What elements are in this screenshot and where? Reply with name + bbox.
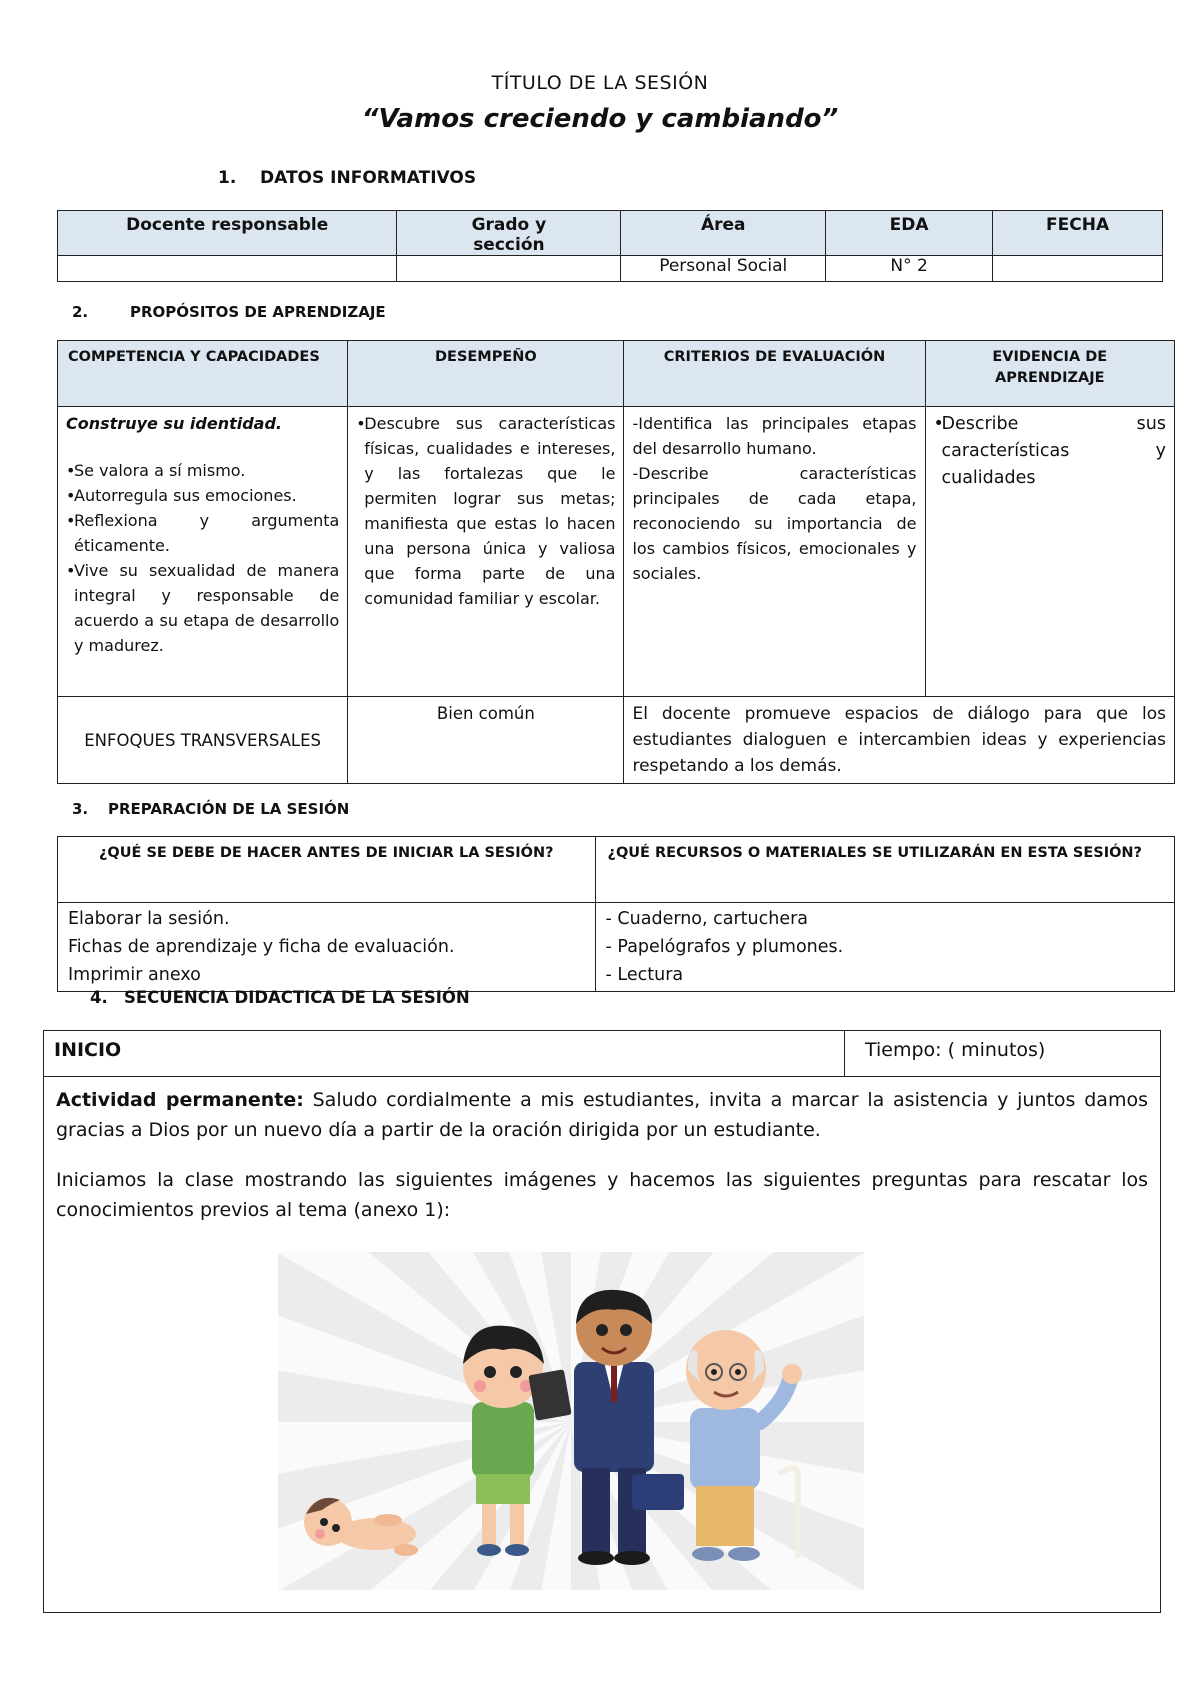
inicio-label: INICIO: [44, 1031, 845, 1077]
enfoque-value: Bien común: [348, 697, 624, 784]
cell-desempeno: • Descubre sus características físicas, cualidades e intereses, y las fortalezas que le permiten lograr sus metas; manifiesta que estas lo hacen una persona única y valiosa que forma parte de una comunidad familiar y escolar.: [348, 407, 624, 697]
capacidad-item: • Autorregula sus emociones.: [66, 486, 297, 505]
section3-heading: [72, 800, 349, 818]
session-title: “Vamos creciendo y cambiando”: [361, 104, 839, 134]
antes-item: Fichas de aprendizaje y ficha de evaluación.: [68, 937, 455, 957]
antes-item: Elaborar la sesión.: [68, 909, 230, 929]
col-eda: EDA: [826, 211, 993, 256]
enfoques-label: ENFOQUES TRANSVERSALES: [58, 697, 348, 784]
section2-number: 2.: [72, 303, 89, 321]
life-stages-illustration: [278, 1252, 864, 1590]
desempeno-text: Descubre sus características físicas, cualidades e intereses, y las fortalezas que le permiten lograr sus metas; manifiesta que estas lo hacen una persona única y valiosa que forma parte de una comunidad familiar y escolar.: [364, 414, 616, 608]
cell-grado: [397, 256, 621, 282]
recurso-item: - Papelógrafos y plumones.: [605, 937, 844, 957]
cell-criterios: [624, 407, 925, 697]
col-docente: Docente responsable: [58, 211, 397, 256]
actividad-text: Saludo cordialmente a mis estudiantes, invita a marcar la asistencia y juntos damos gracias a Dios por un nuevo día a partir de la oración dirigida por un estudiante.: [56, 1089, 1148, 1141]
col-grado: Grado y sección: [397, 211, 621, 256]
evidencia-text: Describe sus características y cualidades: [941, 414, 1166, 488]
propositos-table: [57, 340, 1175, 784]
capacidad-item: • Se valora a sí mismo.: [66, 461, 246, 480]
intro-paragraph: Iniciamos la clase mostrando las siguientes imágenes y hacemos las siguientes preguntas para rescatar los conocimientos previos al tema (anexo 1):: [56, 1169, 1148, 1221]
section1-number: 1.: [218, 168, 237, 188]
criterio-item: -Identifica las principales etapas del desarrollo humano.: [632, 414, 917, 458]
col-antes: ¿QUÉ SE DEBE DE HACER ANTES DE INICIAR LA SESIÓN?: [58, 837, 596, 903]
datos-table: [57, 210, 1163, 282]
cell-evidencia: • Describe sus características y cualidades: [925, 407, 1175, 697]
section4-title: SECUENCIA DIDACTICA DE LA SESIÓN: [124, 988, 470, 1007]
col-fecha: FECHA: [993, 211, 1163, 256]
col-evidencia: EVIDENCIA DE APRENDIZAJE: [925, 341, 1175, 407]
section1-heading: [218, 168, 476, 188]
section1-title: DATOS INFORMATIVOS: [260, 168, 477, 188]
col-area: Área: [621, 211, 826, 256]
section3-title: PREPARACIÓN DE LA SESIÓN: [108, 800, 350, 818]
enfoque-description: El docente promueve espacios de diálogo para que los estudiantes dialoguen e intercambien ideas y experiencias respetando a los demás.: [624, 697, 1175, 784]
cell-eda: N° 2: [826, 256, 993, 282]
antes-item: Imprimir anexo: [68, 965, 201, 985]
recurso-item: - Lectura: [605, 965, 684, 985]
recurso-item: - Cuaderno, cartuchera: [605, 909, 809, 929]
col-desempeno: DESEMPEÑO: [348, 341, 624, 407]
tiempo-label: Tiempo: ( minutos): [845, 1031, 1161, 1077]
capacidad-item: • Vive su sexualidad de manera integral y responsable de acuerdo a su etapa de desarrollo y madurez.: [66, 561, 340, 655]
section4-heading: [90, 988, 470, 1007]
col-competencia: COMPETENCIA Y CAPACIDADES: [58, 341, 348, 407]
cell-fecha: [993, 256, 1163, 282]
actividad-label: Actividad permanente:: [56, 1089, 304, 1111]
actividad-paragraph: [56, 1085, 1148, 1145]
cell-recursos: [595, 903, 1174, 992]
top-title: TÍTULO DE LA SESIÓN: [491, 72, 709, 94]
section4-number: 4.: [90, 988, 108, 1007]
section3-number: 3.: [72, 800, 89, 818]
competencia-title: Construye su identidad.: [66, 414, 283, 433]
col-recursos: ¿QUÉ RECURSOS O MATERIALES SE UTILIZARÁN EN ESTA SESIÓN?: [595, 837, 1174, 903]
preparacion-table: [57, 836, 1175, 992]
cell-docente: [58, 256, 397, 282]
criterio-item: -Describe características principales de cada etapa, reconociendo su importancia de los cambios físicos, emocionales y sociales.: [632, 464, 917, 583]
capacidad-item: • Reflexiona y argumenta éticamente.: [66, 511, 340, 555]
section2-heading: [72, 303, 386, 321]
cell-area: Personal Social: [621, 256, 826, 282]
section2-title: PROPÓSITOS DE APRENDIZAJE: [130, 303, 386, 321]
cell-antes: [58, 903, 596, 992]
cell-competencia: [58, 407, 348, 697]
col-criterios: CRITERIOS DE EVALUACIÓN: [624, 341, 925, 407]
